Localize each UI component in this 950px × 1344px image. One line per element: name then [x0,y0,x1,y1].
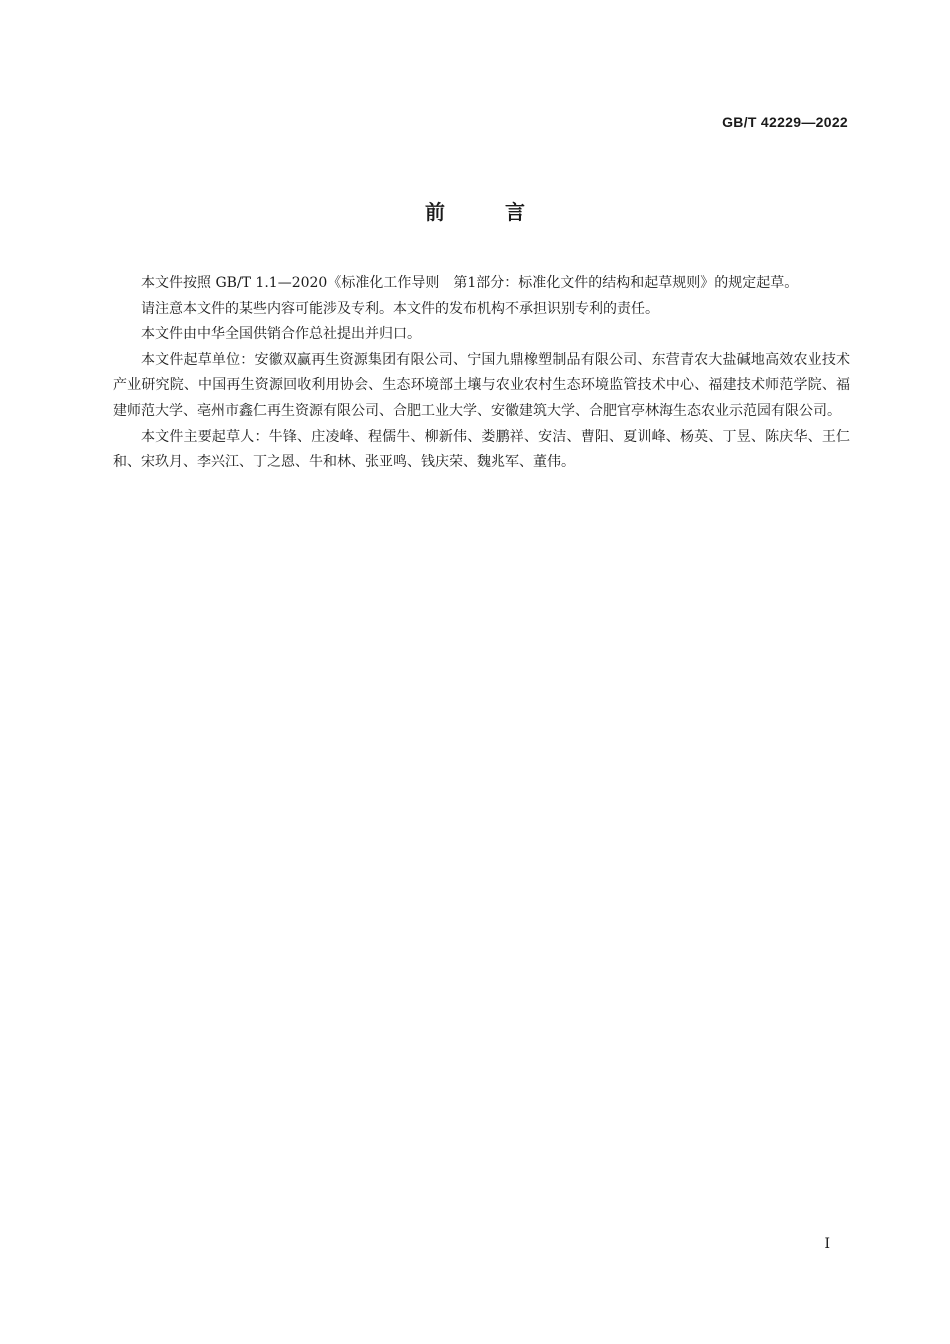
paragraph-drafting-rules: 本文件按照 GB/T 1.1—2020《标准化工作导则 第1部分：标准化文件的结构和起草规则》的规定起草。 [141,275,799,291]
title-char-1: 前 [425,200,445,224]
paragraph-drafters: 本文件主要起草人：牛锋、庄凌峰、程儒牛、柳新伟、娄鹏祥、安洁、曹阳、夏训峰、杨英、丁昱、陈庆华、王仁和、宋玖月、李兴江、丁之恩、牛和林、张亚鸣、钱庆荣、魏兆军、董伟。 [113,428,850,471]
foreword-body [113,271,850,476]
page-number: I [824,1236,830,1252]
page-title [0,196,950,225]
paragraph-patent-notice: 请注意本文件的某些内容可能涉及专利。本文件的发布机构不承担识别专利的责任。 [141,300,659,317]
standard-number: GB/T 42229—2022 [722,114,848,130]
paragraph-proposer: 本文件由中华全国供销合作总社提出并归口。 [141,326,421,343]
title-char-2: 言 [505,200,525,224]
paragraph-drafting-units: 本文件起草单位：安徽双赢再生资源集团有限公司、宁国九鼎橡塑制品有限公司、东营青农大盐碱地高效农业技术产业研究院、中国再生资源回收利用协会、生态环境部土壤与农业农村生态环境监管技术中心、福建技术师范学院、福建师范大学、亳州市鑫仁再生资源有限公司、合肥工业大学、安徽建筑大学、合肥官亭林海生态农业示范园有限公司。 [113,351,850,419]
